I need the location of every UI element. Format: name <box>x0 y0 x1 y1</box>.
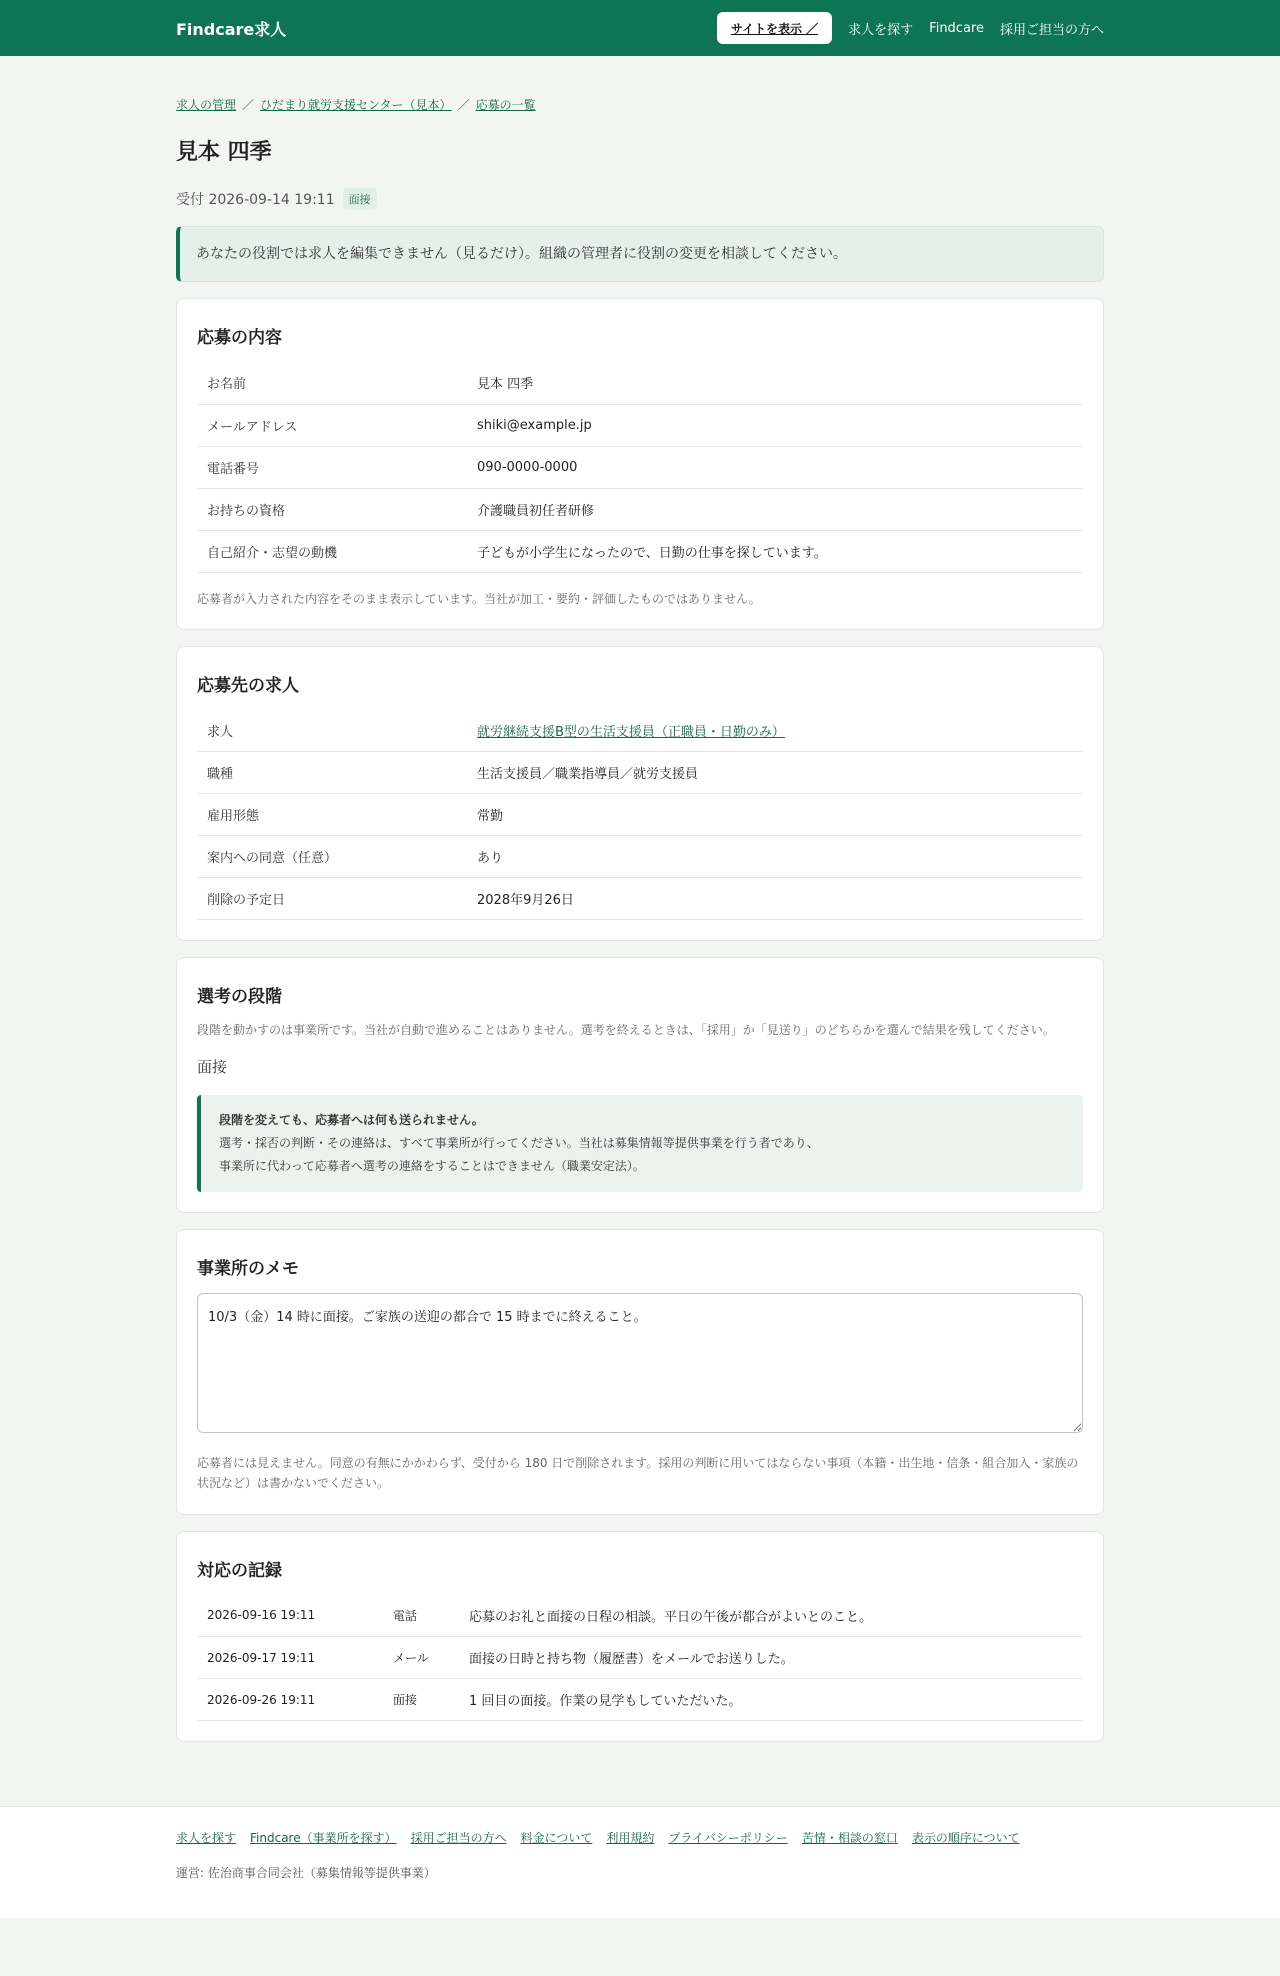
field-label: 雇用形態 <box>197 794 467 836</box>
footer-link-find-jobs[interactable]: 求人を探す <box>176 1831 237 1846</box>
stage-card <box>176 957 1104 1212</box>
log-card <box>176 1531 1104 1743</box>
operator-info: 運営: 佐治商事合同会社（募集情報等提供事業） <box>176 1866 436 1881</box>
footer-link-terms[interactable]: 利用規約 <box>606 1831 655 1846</box>
field-value: 常勤 <box>467 794 1083 836</box>
stage-alert <box>197 1095 1083 1191</box>
memo-textarea[interactable] <box>197 1293 1083 1433</box>
footer-link-privacy[interactable]: プライバシーポリシー <box>668 1831 788 1846</box>
application-table <box>197 362 1083 573</box>
job-card <box>176 646 1104 942</box>
job-table <box>197 710 1083 921</box>
job-title: 応募先の求人 <box>197 675 299 696</box>
log-content: 1 回目の面接。作業の見学もしていただいた。 <box>459 1679 1083 1721</box>
log-type: 電話 <box>383 1595 459 1637</box>
received-info <box>176 188 1104 210</box>
memo-hint: 応募者には見えません。同意の有無にかかわらず、受付から 180 日で削除されます。採用の判断に用いてはならない事項（本籍・出生地・信条・組合加入・家族の状況など）は書かないでください。 <box>197 1455 1079 1491</box>
memo-card <box>176 1229 1104 1515</box>
log-date: 2026-09-17 19:11 <box>197 1637 383 1679</box>
stage-alert-title: 段階を変えても、応募者へは何も送られません。 <box>219 1113 484 1128</box>
field-value: 見本 四季 <box>467 362 1083 404</box>
field-label: 電話番号 <box>197 446 467 488</box>
stage-description: 段階を動かすのは事業所です。当社が自動で進めることはありません。選考を終えるときは、「採用」か「見送り」のどちらかを選んで結果を残してください。 <box>197 1023 1055 1038</box>
log-type: メール <box>383 1637 459 1679</box>
field-label: 求人 <box>197 710 467 752</box>
field-label: 職種 <box>197 752 467 794</box>
breadcrumb-applications[interactable]: 応募の一覧 <box>475 98 536 112</box>
table-row <box>197 836 1083 878</box>
field-label: 案内への同意（任意） <box>197 836 467 878</box>
field-label: お名前 <box>197 362 467 404</box>
field-label: メールアドレス <box>197 404 467 446</box>
table-row <box>197 362 1083 404</box>
log-date: 2026-09-16 19:11 <box>197 1595 383 1637</box>
application-hint: 応募者が入力された内容をそのまま表示しています。当社が加工・要約・評価したものではありません。 <box>197 591 761 606</box>
footer-links <box>176 1829 1104 1846</box>
table-row <box>197 710 1083 752</box>
log-date: 2026-09-26 19:11 <box>197 1679 383 1721</box>
stage-alert-line: 選考・採否の判断・その連絡は、すべて事業所が行ってください。当社は募集情報等提供事業を行う者であり、 <box>219 1136 819 1151</box>
footer-link-display-order[interactable]: 表示の順序について <box>911 1831 1020 1846</box>
field-value: 子どもが小学生になったので、日勤の仕事を探しています。 <box>467 530 1083 572</box>
brand-logo[interactable]: Findcare求人 <box>176 19 287 39</box>
stage-badge: 面接 <box>343 188 377 210</box>
breadcrumb-jobs-admin[interactable]: 求人の管理 <box>176 98 237 112</box>
breadcrumb-separator: ／ <box>242 98 255 112</box>
field-label: お持ちの資格 <box>197 488 467 530</box>
memo-title: 事業所のメモ <box>197 1258 299 1279</box>
page-title: 見本 四季 <box>176 140 272 165</box>
field-value: shiki@example.jp <box>467 404 1083 446</box>
site-footer <box>0 1806 1280 1918</box>
table-row <box>197 530 1083 572</box>
application-title: 応募の内容 <box>197 328 282 348</box>
current-stage: 面接 <box>197 1058 228 1077</box>
field-value: あり <box>467 836 1083 878</box>
breadcrumb-separator: ／ <box>457 98 470 112</box>
footer-link-for-recruiters[interactable]: 採用ご担当の方へ <box>410 1831 507 1846</box>
field-value <box>467 710 1083 752</box>
top-bar <box>0 0 1280 56</box>
nav-for-recruiters[interactable]: 採用ご担当の方へ <box>999 22 1104 38</box>
table-row <box>197 404 1083 446</box>
log-type: 面接 <box>383 1679 459 1721</box>
footer-link-complaints[interactable]: 苦情・相談の窓口 <box>801 1831 898 1846</box>
permission-notice: あなたの役割では求人を編集できません（見るだけ）。組織の管理者に役割の変更を相談してください。 <box>176 226 1104 282</box>
field-value: 090-0000-0000 <box>467 446 1083 488</box>
footer-link-pricing[interactable]: 料金について <box>520 1831 593 1846</box>
application-card <box>176 298 1104 630</box>
stage-title: 選考の段階 <box>197 987 282 1008</box>
received-timestamp: 受付 2026-09-14 19:11 <box>176 192 335 208</box>
field-value: 介護職員初任者研修 <box>467 488 1083 530</box>
table-row <box>197 446 1083 488</box>
field-value: 2028年9月26日 <box>467 878 1083 920</box>
table-row <box>197 1637 1083 1679</box>
table-row <box>197 1595 1083 1637</box>
job-link[interactable]: 就労継続支援B型の生活支援員（正職員・日勤のみ） <box>477 725 785 741</box>
breadcrumb <box>176 96 1104 113</box>
footer-link-find-offices[interactable]: Findcare（事業所を探す） <box>250 1831 397 1846</box>
table-row <box>197 794 1083 836</box>
log-table <box>197 1595 1083 1722</box>
nav-find-jobs[interactable]: 求人を探す <box>848 22 914 38</box>
table-row <box>197 488 1083 530</box>
field-label: 自己紹介・志望の動機 <box>197 530 467 572</box>
table-row <box>197 878 1083 920</box>
top-nav <box>717 12 1104 44</box>
main-content <box>176 56 1104 1742</box>
table-row <box>197 1679 1083 1721</box>
field-label: 削除の予定日 <box>197 878 467 920</box>
log-content: 応募のお礼と面接の日程の相談。平日の午後が都合がよいとのこと。 <box>459 1595 1083 1637</box>
log-title: 対応の記録 <box>197 1560 282 1581</box>
view-site-button[interactable]: サイトを表示 ／ <box>717 12 832 44</box>
table-row <box>197 752 1083 794</box>
stage-alert-line: 事業所に代わって応募者へ選考の連絡をすることはできません（職業安定法）。 <box>219 1158 645 1173</box>
field-value: 生活支援員／職業指導員／就労支援員 <box>467 752 1083 794</box>
nav-findcare[interactable]: Findcare <box>929 20 984 36</box>
breadcrumb-office[interactable]: ひだまり就労支援センター（見本） <box>260 98 452 112</box>
log-content: 面接の日時と持ち物（履歴書）をメールでお送りした。 <box>459 1637 1083 1679</box>
